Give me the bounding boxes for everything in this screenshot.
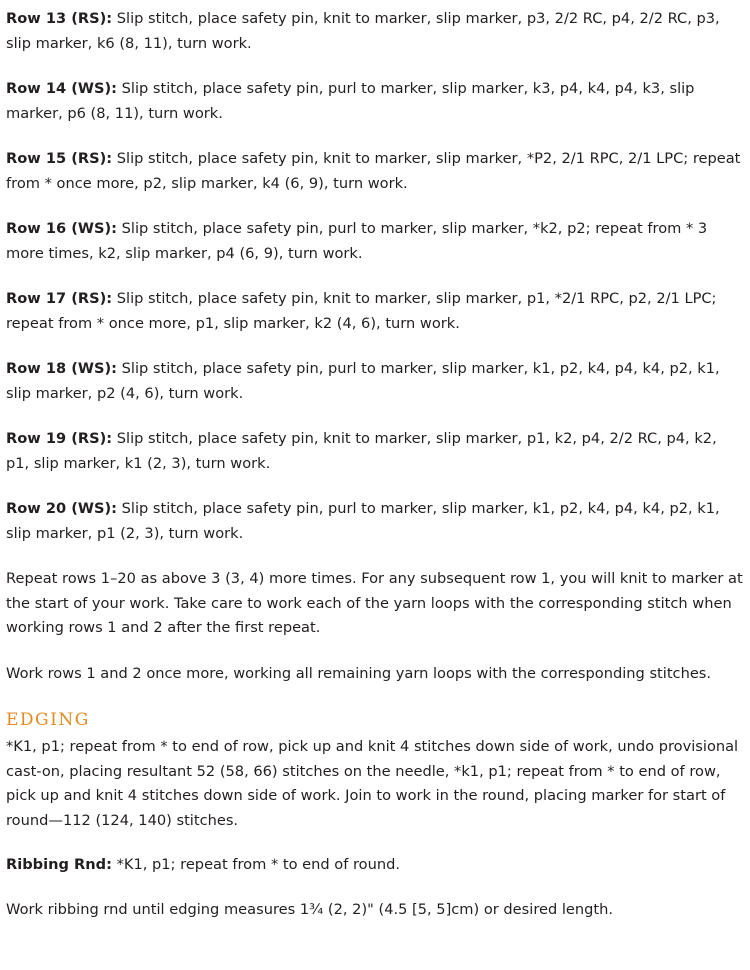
row-label: Row 18 (WS): — [6, 360, 117, 377]
row-17-instruction — [6, 287, 744, 336]
row-label: Row 13 (RS): — [6, 10, 113, 27]
row-text: Slip stitch, place safety pin, knit to marker, slip marker, *P2, 2/1 RPC, 2/1 LPC; repeat from * once more, p2, slip marker, k4 (6, 9), turn work. — [6, 150, 741, 192]
row-20-instruction — [6, 497, 744, 546]
row-text: Slip stitch, place safety pin, purl to marker, slip marker, k1, p2, k4, p4, k4, p2, k1, slip marker, p2 (4, 6), turn work. — [6, 360, 720, 402]
work-rows-instruction: Work rows 1 and 2 once more, working all remaining yarn loops with the corresponding stitches. — [6, 664, 712, 682]
row-text: Slip stitch, place safety pin, knit to marker, slip marker, p3, 2/2 RC, p4, 2/2 RC, p3, slip marker, k6 (8, 11), turn work. — [6, 10, 720, 52]
row-label: Row 19 (RS): — [6, 430, 113, 447]
row-label: Row 16 (WS): — [6, 220, 117, 237]
row-15-instruction — [6, 147, 744, 196]
edging-intro: *K1, p1; repeat from * to end of row, pick up and knit 4 stitches down side of work, undo provisional cast-on, placing resultant 52 (58, 66) stitches on the needle, *k1, p1; repeat from * to end of row, pick up and knit 4 stitches down side of work. Join to work in the round, placing marker for start of round—112 (124, 140) stitches. — [6, 738, 739, 829]
row-13-instruction — [6, 7, 744, 56]
row-label: Row 17 (RS): — [6, 290, 113, 307]
row-text: Slip stitch, place safety pin, purl to marker, slip marker, *k2, p2; repeat from * 3 more times, k2, slip marker, p4 (6, 9), turn work. — [6, 220, 708, 262]
row-text: Slip stitch, place safety pin, knit to marker, slip marker, p1, k2, p4, 2/2 RC, p4, k2, p1, slip marker, k1 (2, 3), turn work. — [6, 430, 717, 472]
ribbing-round-instruction — [6, 853, 744, 878]
row-label: Row 14 (WS): — [6, 80, 117, 97]
row-text: Slip stitch, place safety pin, purl to marker, slip marker, k1, p2, k4, p4, k4, p2, k1, slip marker, p1 (2, 3), turn work. — [6, 500, 720, 542]
final-instruction: Work ribbing rnd until edging measures 1¾ (2, 2)" (4.5 [5, 5]cm) or desired length. — [6, 900, 614, 918]
repeat-instruction: Repeat rows 1–20 as above 3 (3, 4) more times. For any subsequent row 1, you will knit to marker at the start of your work. Take care to work each of the yarn loops with the corresponding stitch when working rows 1 and 2 after the first repeat. — [6, 570, 743, 636]
ribbing-label: Ribbing Rnd: — [6, 856, 112, 873]
row-label: Row 20 (WS): — [6, 500, 117, 517]
row-14-instruction — [6, 77, 744, 126]
pattern-page — [6, 7, 744, 943]
row-text: Slip stitch, place safety pin, purl to marker, slip marker, k3, p4, k4, p4, k3, slip marker, p6 (8, 11), turn work. — [6, 80, 695, 122]
row-16-instruction — [6, 217, 744, 266]
row-18-instruction — [6, 357, 744, 406]
row-label: Row 15 (RS): — [6, 150, 113, 167]
edging-heading: EDGING — [6, 710, 90, 730]
row-19-instruction — [6, 427, 744, 476]
ribbing-text: *K1, p1; repeat from * to end of round. — [111, 856, 401, 873]
row-text: Slip stitch, place safety pin, knit to marker, slip marker, p1, *2/1 RPC, p2, 2/1 LPC; repeat from * once more, p1, slip marker, k2 (4, 6), turn work. — [6, 290, 717, 332]
